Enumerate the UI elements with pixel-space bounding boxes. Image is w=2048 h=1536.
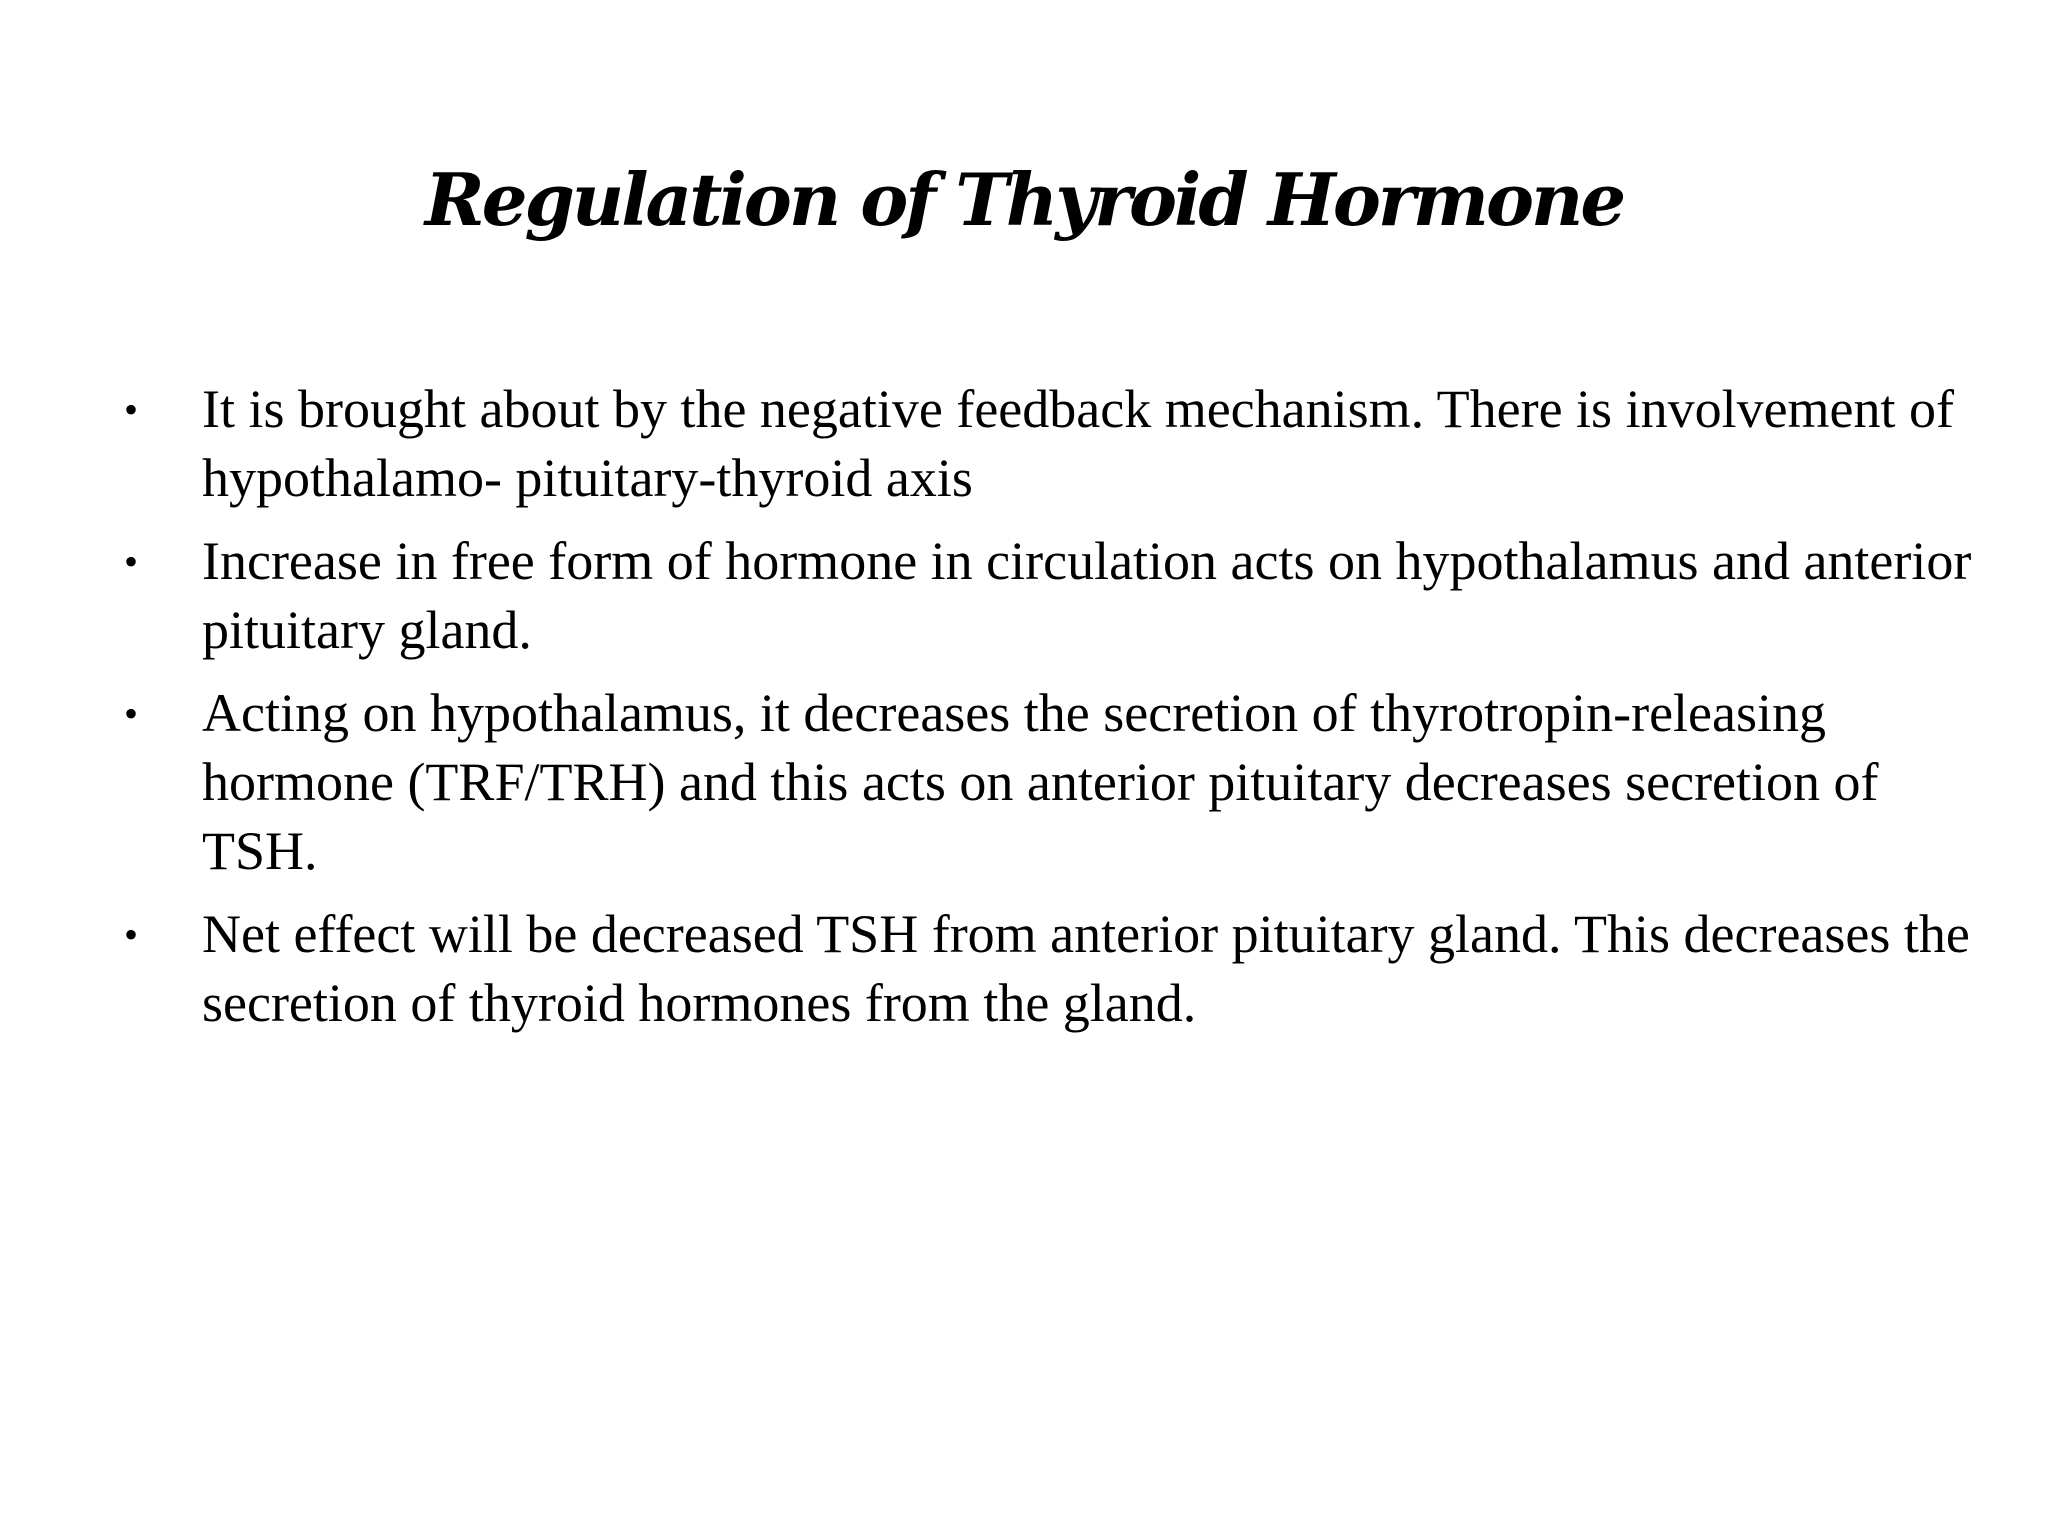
bullet-text: It is brought about by the negative feedback mechanism. There is involvement of hypothalamo- pituitary-thyroid axis [202,379,1954,508]
bullet-icon: • [124,912,139,957]
bullet-icon: • [124,691,139,736]
bullet-text: Increase in free form of hormone in circulation acts on hypothalamus and anterior pituitary gland. [202,531,1972,660]
slide-title: Regulation of Thyroid Hormone [424,157,1624,242]
bullet-list [120,375,1980,1052]
bullet-text: Acting on hypothalamus, it decreases the secretion of thyrotropin-releasing hormone (TRF/TRH) and this acts on anterior pituitary decreases secretion of TSH. [202,683,1879,881]
bullet-item [120,527,1980,665]
bullet-text: Net effect will be decreased TSH from anterior pituitary gland. This decreases the secretion of thyroid hormones from the gland. [202,904,1970,1033]
bullet-item [120,375,1980,513]
bullet-item [120,679,1980,886]
bullet-icon: • [124,539,139,584]
bullet-icon: • [124,387,139,432]
bullet-item [120,900,1980,1038]
